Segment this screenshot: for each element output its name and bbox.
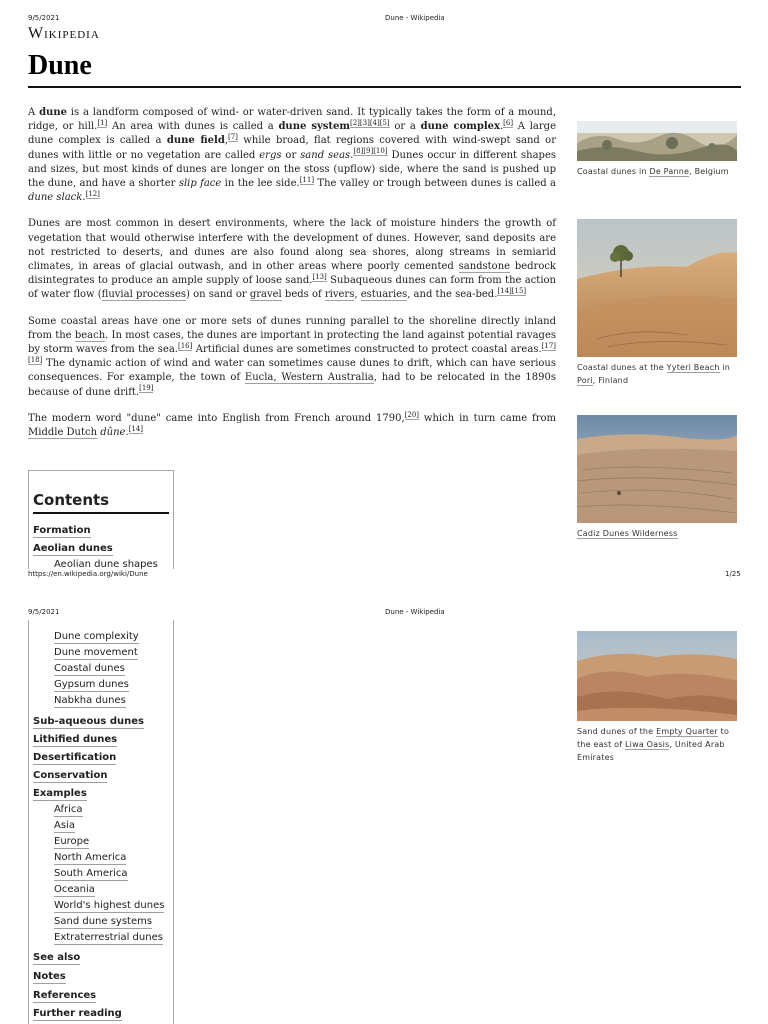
title-divider xyxy=(28,86,741,88)
link-de-panne[interactable]: De Panne xyxy=(649,167,690,176)
toc-item[interactable]: Conservation xyxy=(33,770,108,781)
toc-subitem[interactable]: Oceania xyxy=(54,884,95,895)
figure-empty-quarter xyxy=(577,631,737,764)
link-estuaries[interactable]: estuaries xyxy=(360,289,408,301)
citation-link[interactable]: [1] xyxy=(97,118,108,127)
link-sandstone[interactable]: sandstone xyxy=(458,261,511,273)
print-header-date: 9/5/2021 xyxy=(28,608,60,616)
link-rivers[interactable]: rivers xyxy=(324,289,355,301)
paragraph-intro: A dune is a landform composed of wind- or water-driven sand. It typically takes the form of a mound, ridge, or hill.[1] An area with dunes is called a dune system[2][3][4][5] or a dune complex.[6] A large dune complex is called a dune field,[7] while broad, flat regions covered with wind-swept sand or dunes with little or no vegetation are called ergs or sand seas.[8][9][10] Dunes occur in different shapes and sizes, but most kinds of dunes are longer on the stoss (upflow) side, where the sand is pushed up the dune, and have a shorter slip face in the lee side.[11] The valley or trough between dunes is called a dune slack.[12] xyxy=(28,107,556,204)
table-of-contents-continued xyxy=(28,620,174,1024)
citation-link[interactable]: [20] xyxy=(404,410,420,419)
link-gravel[interactable]: gravel xyxy=(249,289,282,301)
print-header-date: 9/5/2021 xyxy=(28,14,60,22)
page-title: Dune xyxy=(28,50,92,81)
link-empty-quarter[interactable]: Empty Quarter xyxy=(656,727,718,736)
toc-subitem[interactable]: World's highest dunes xyxy=(54,900,165,911)
toc-item[interactable]: See also xyxy=(33,952,81,963)
citation-link[interactable]: [7] xyxy=(228,133,238,142)
toc-subitem[interactable]: Dune complexity xyxy=(54,631,139,642)
coastal-dunes-photo[interactable] xyxy=(577,121,737,161)
table-of-contents xyxy=(28,470,174,569)
toc-item[interactable]: Sub-aqueous dunes xyxy=(33,716,144,727)
figure-caption xyxy=(577,527,737,540)
toc-item[interactable]: References xyxy=(33,990,97,1001)
toc-subitem[interactable]: Europe xyxy=(54,836,90,847)
wikipedia-logo[interactable] xyxy=(28,25,100,43)
toc-heading: Contents xyxy=(33,491,169,514)
citation-link[interactable]: [13] xyxy=(312,272,327,281)
print-footer-page: 1/25 xyxy=(725,570,741,578)
citation-link[interactable]: [2][3][4][5] xyxy=(350,118,390,127)
print-header-title: Dune - Wikipedia xyxy=(385,14,445,22)
empty-quarter-photo[interactable] xyxy=(577,631,737,721)
figure-caption: Coastal dunes at the Yyteri Beach in Pori, Finland xyxy=(577,363,731,385)
toc-subitem[interactable]: Africa xyxy=(54,804,83,815)
citation-link[interactable]: [14] xyxy=(128,424,144,433)
toc-item[interactable]: Lithified dunes xyxy=(33,734,118,745)
paragraph-etymology: The modern word "dune" came into English from French around 1790,[20] which in turn came from Middle Dutch dûne.[14] xyxy=(28,410,557,439)
print-header-title: Dune - Wikipedia xyxy=(385,608,445,616)
toc-subitem[interactable]: Extraterrestrial dunes xyxy=(54,932,163,943)
link-pori[interactable]: Pori xyxy=(577,376,593,385)
toc-subitem[interactable]: North America xyxy=(54,852,127,863)
figure-caption: Coastal dunes in De Panne, Belgium xyxy=(577,167,729,176)
cadiz-dunes-photo[interactable] xyxy=(577,415,737,523)
toc-item[interactable]: Further reading xyxy=(33,1008,122,1019)
toc-item[interactable]: Aeolian dunes xyxy=(33,543,113,554)
article-body xyxy=(28,106,556,452)
figure-yyteri xyxy=(577,219,737,387)
toc-subitem[interactable]: Nabkha dunes xyxy=(54,695,126,706)
figure-caption: Sand dunes of the Empty Quarter to the east of Liwa Oasis, United Arab Emirates xyxy=(577,727,730,762)
toc-item[interactable]: Examples xyxy=(33,788,87,799)
link-yyteri-beach[interactable]: Yyteri Beach xyxy=(666,363,720,372)
toc-subitem[interactable]: Aeolian dune shapes xyxy=(54,559,158,569)
link-beach[interactable]: beach xyxy=(74,329,106,341)
figure-cadiz xyxy=(577,415,737,540)
yyteri-beach-photo[interactable] xyxy=(577,219,737,357)
paragraph-occurrence: Dunes are most common in desert environments, where the lack of moisture hinders the growth of vegetation that would otherwise interfere with the development of dunes. However, sand deposits are not restricted to deserts, and dunes are also found along sea shores, along streams in semiarid climates, in areas of glacial outwash, and in other areas where poorly cemented sandstone bedrock disintegrates to produce an ample supply of loose sand.[13] Subaqueous dunes can form from the action of water flow (fluvial processes) on sand or gravel beds of rivers, estuaries, and the sea-bed.[14][15] xyxy=(28,218,556,301)
figure-de-panne xyxy=(577,121,737,178)
citation-link[interactable]: [19] xyxy=(139,384,154,393)
citation-link[interactable]: [6] xyxy=(503,118,514,127)
toc-subitem[interactable]: Asia xyxy=(54,820,75,831)
link-cadiz-dunes-wilderness[interactable]: Cadiz Dunes Wilderness xyxy=(577,529,678,538)
toc-subitem[interactable]: Coastal dunes xyxy=(54,663,125,674)
print-footer-url: https://en.wikipedia.org/wiki/Dune xyxy=(28,570,148,578)
toc-item[interactable]: Formation xyxy=(33,525,91,536)
citation-link[interactable]: [8][9][10] xyxy=(353,147,388,156)
toc-item[interactable]: Notes xyxy=(33,971,66,982)
link-liwa-oasis[interactable]: Liwa Oasis xyxy=(625,740,670,749)
toc-subitem[interactable]: Dune movement xyxy=(54,647,138,658)
citation-link[interactable]: [14][15] xyxy=(497,287,527,296)
toc-subitem[interactable]: Sand dune systems xyxy=(54,916,153,927)
paragraph-coastal: Some coastal areas have one or more sets of dunes running parallel to the shoreline directly inland from the beach. In most cases, the dunes are important in protecting the land against potential ravages by storm waves from the sea.[16] Artificial dunes are sometimes constructed to protect coastal areas.[17][18] The dynamic action of wind and water can sometimes cause dunes to drift, which can have serious consequences. For example, the town of Eucla, Western Australia, had to be relocated in the 1890s because of dune drift.[19] xyxy=(28,315,557,398)
toc-subitem[interactable]: South America xyxy=(54,868,128,879)
toc-item[interactable]: Desertification xyxy=(33,752,117,763)
citation-link[interactable]: [11] xyxy=(299,175,315,184)
wikipedia-wordmark: Wikipedia xyxy=(28,25,100,42)
citation-link[interactable]: [12] xyxy=(85,189,100,198)
citation-link[interactable]: [16] xyxy=(178,341,193,350)
toc-subitem[interactable]: Gypsum dunes xyxy=(54,679,129,690)
link-middle-dutch[interactable]: Middle Dutch xyxy=(28,427,98,439)
link-fluvial-processes[interactable]: fluvial processes xyxy=(101,289,186,301)
citation-link[interactable]: [17][18] xyxy=(28,341,557,364)
link-eucla[interactable]: Eucla, Western Australia xyxy=(244,372,374,384)
